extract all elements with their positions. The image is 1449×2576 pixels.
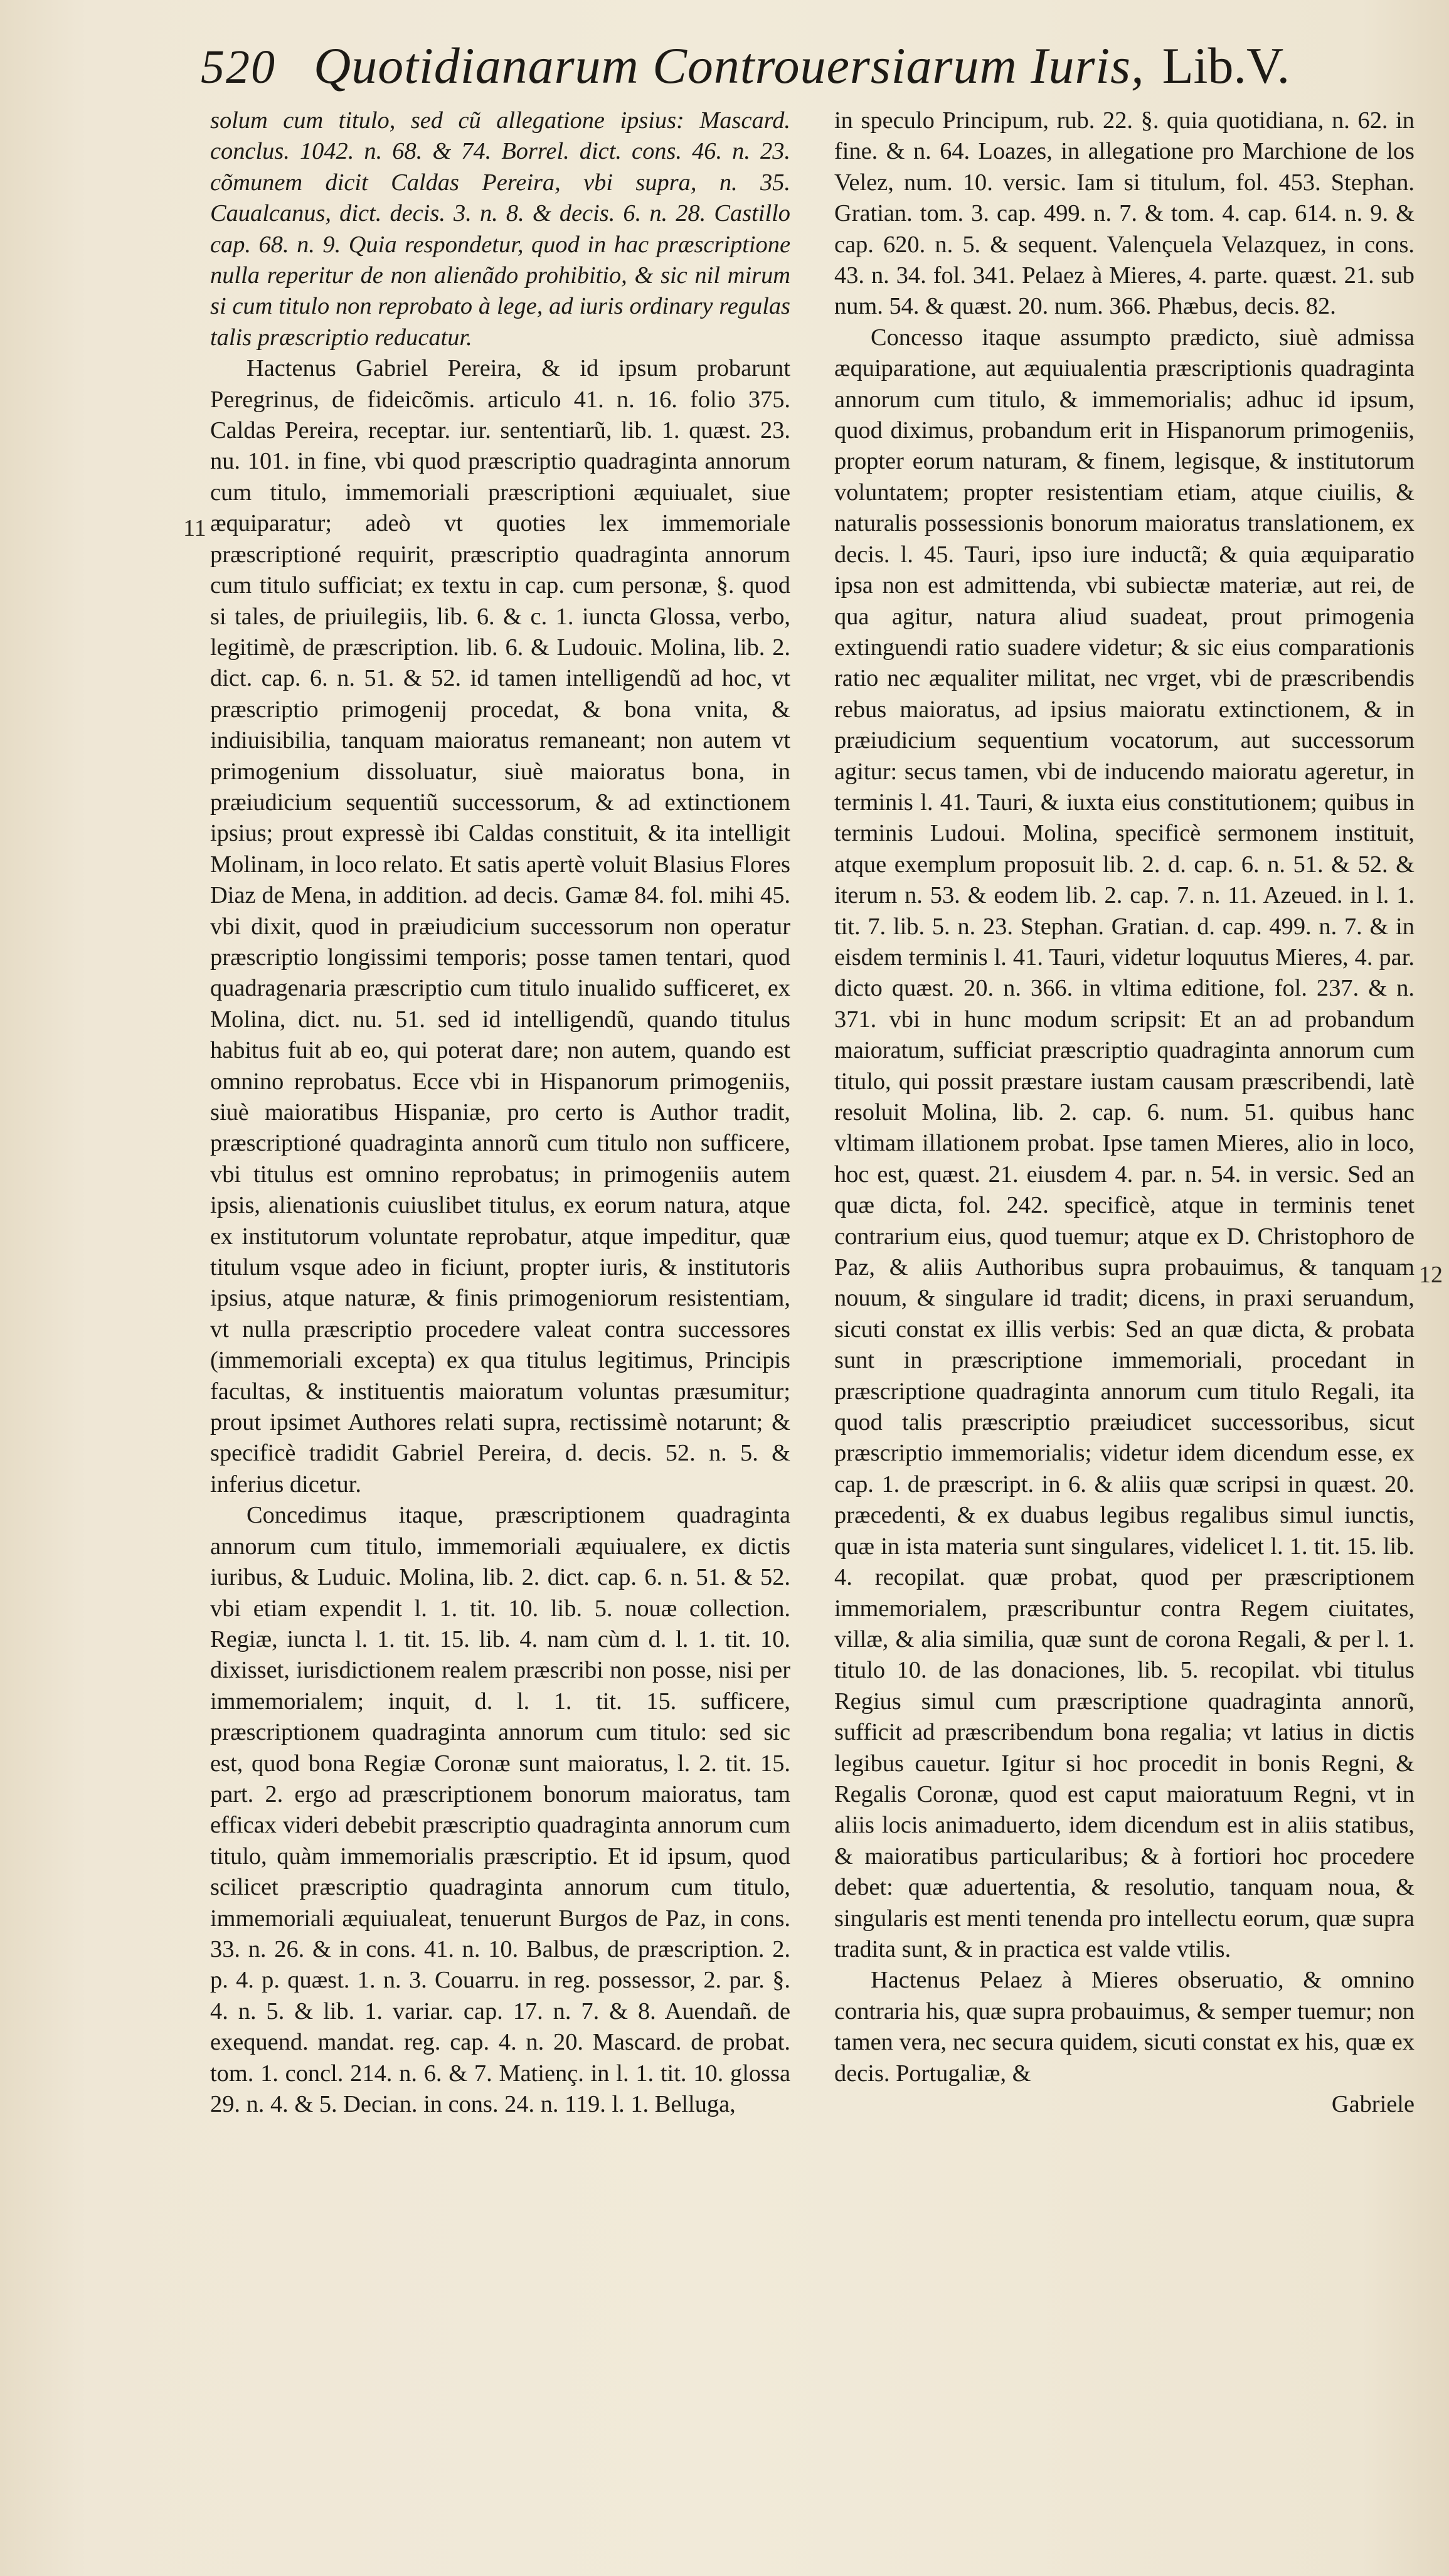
left-margin-number: 11 bbox=[183, 515, 206, 541]
right-paragraph-3: Hactenus Pelaez à Mieres obseruatio, & omnino contraria his, quæ supra probauimus, & semper tuemur; non tamen vera, nec secura quidem, sicuti constat ex his, quæ ex decis. Portugaliæ, & bbox=[834, 1967, 1414, 2087]
right-margin-number: 12 bbox=[1419, 1262, 1443, 1288]
left-paragraph-3: Concedimus itaque, præscriptionem quadraginta annorum cum titulo, immemoriali æquiualere, ex dictis iuribus, & Luduic. Molina, lib. 2. dict. cap. 6. n. 51. & 52. vbi etiam expendit l. 1. tit. 10. lib. 5. nouæ collection. Regiæ, iuncta l. 1. tit. 15. lib. 4. nam cùm d. l. 1. tit. 10. dixisset, iurisdictionem realem præscribi non posse, nisi per immemorialem; inquit, d. l. 1. tit. 15. sufficere, præscriptionem quadraginta annorum cum titulo: sed sic est, quod bona Regiæ Coronæ sunt maioratus, l. 2. tit. 15. part. 2. ergo ad præscriptionem bonorum maioratus, tam efficax videri debebit præscriptio quadraginta annorum cum titulo, quàm immemorialis præscriptio. Et id ipsum, quod scilicet præscriptio quadraginta annorum cum titulo, immemoriali æquiualeat, tenuerunt Burgos de Paz, in cons. 33. n. 26. & in cons. 41. n. 10. Balbus, de præscription. 2. p. 4. p. quæst. 1. n. 3. Couarru. in reg. possessor, 2. par. §. 4. n. 5. & lib. 1. variar. cap. 17. n. 7. & 8. Auendañ. de exequend. mandat. reg. cap. 4. n. 20. Mascard. de probat. tom. 1. concl. 214. n. 6. & 7. Matienç. in l. 1. tit. 10. glossa 29. n. 4. & 5. Decian. in cons. 24. n. 119. l. 1. Belluga, bbox=[210, 1502, 790, 2117]
page-number: 520 bbox=[201, 41, 276, 93]
running-title: Quotidianarum Controuersiarum Iuris, bbox=[314, 37, 1145, 94]
left-paragraph-1: solum cum titulo, sed cũ allegatione ipsius: Mascard. conclus. 1042. n. 68. & 74. Borrel. dict. cons. 46. n. 23. cõmunem dicit Caldas Pereira, vbi supra, n. 35. Caualcanus, dict. decis. 3. n. 8. & decis. 6. n. 28. Castillo cap. 68. n. 9. Quia respondetur, quod in hac præscriptione nulla reperitur de non alienãdo prohibitio, & sic nil mirum si cum titulo non reprobato à lege, ad iuris ordinary regulas talis præscriptio reducatur. bbox=[210, 107, 790, 351]
catchword: Gabriele bbox=[1331, 2091, 1414, 2117]
right-column bbox=[834, 105, 1414, 2540]
left-column bbox=[210, 105, 790, 2540]
text-columns bbox=[210, 105, 1414, 2540]
right-paragraph-2: Concesso itaque assumpto prædicto, siuè admissa æquiparatione, aut æquiualentia præscriptionis quadraginta annorum cum titulo, & immemorialis; adhuc id ipsum, quod diximus, probandum erit in Hispanorum primogeniis, propter eorum naturam, & finem, legisque, & institutorum voluntatem; propter resistentiam etiam, atque ciuilis, & naturalis possessionis bonorum maioratus translationem, ex decis. l. 45. Tauri, ipso iure inductã; & quia æquiparatio ipsa non est admittenda, vbi subiectæ materiæ, aut rei, de qua agitur, natura aliud suadeat, prout primogenia extinguendi ratio suadere videtur; & sic eius comparationis ratio nec æqualiter militat, nec vrget, vbi de præscribendis rebus maioratus, ad ipsius maioratu extinctionem, & in præiudicium sequentium vocatorum, aut successorum agitur: secus tamen, vbi de inducendo maioratu ageretur, in terminis l. 41. Tauri, & iuxta eius constitutionem; quibus in terminis Ludoui. Molina, specificè sermonem instituit, atque exemplum proposuit lib. 2. d. cap. 6. n. 51. & 52. & iterum n. 53. & eodem lib. 2. cap. 7. n. 11. Azeued. in l. 1. tit. 7. lib. 5. n. 23. Stephan. Gratian. d. cap. 499. n. 7. & in eisdem terminis l. 41. Tauri, videtur loquutus Mieres, 4. par. dicto quæst. 20. n. 366. in vltima editione, fol. 237. & n. 371. vbi in hunc modum scripsit: Et an ad probandum maioratum, sufficiat præscriptio quadraginta annorum cum titulo, qui possit præstare iustam causam præscribendi, latè resoluit Molina, lib. 2. cap. 6. num. 51. quibus hanc vltimam illationem probat. Ipse tamen Mieres, alio in loco, hoc est, quæst. 21. eiusdem 4. par. n. 54. in versic. Sed an quæ dicta, fol. 242. specificè, atque in terminis tenet contrarium eius, quod tuemur; atque ex D. Christophoro de Paz, & aliis Authoribus supra probauimus, & tanquam nouum, & singulare id tradit; dicens, in praxi seruandum, sicuti constat ex illis verbis: Sed an quæ dicta, & probata sunt in præscriptione immemoriali, procedant in præscriptione quadraginta annorum cum titulo Regali, ita quod talis præscriptio præiudicet successoribus, sicut præscriptio immemorialis; videtur idem dicendum esse, ex cap. 1. de præscript. in 6. & aliis quæ scripsi in quæst. 20. præcedenti, & ex duabus legibus regalibus simul iunctis, quæ in ista materia sunt singulares, videlicet l. 1. tit. 15. lib. 4. recopilat. quæ probat, quod per præscriptionem immemorialem, præscribuntur contra Regem ciuitates, villæ, & alia similia, quæ sunt de corona Regali, & per l. 1. titulo 10. de las donaciones, lib. 5. recopilat. vbi titulus Regius simul cum præscriptione quadraginta annorũ, sufficit ad præscribendum bona regalia; vt latius in dictis legibus cauetur. Igitur si hoc procedit in bonis Regni, & Regalis Coronæ, quod est caput maioratuum Regni, vt in aliis locis animaduerto, idem dicendum est in aliis statibus, & maioratibus particularibus; & à fortiori hoc procedere debet: quæ aduertentia, & resolutio, tanquam noua, & singularis est menti tenenda pro intellectu eorum, quæ supra tradita sunt, & in practica est valde vtilis. bbox=[834, 324, 1414, 1962]
book-number: Lib.V. bbox=[1162, 37, 1290, 94]
left-paragraph-2: Hactenus Gabriel Pereira, & id ipsum probarunt Peregrinus, de fideicõmis. articulo 41. n. 16. folio 375. Caldas Pereira, receptar. iur. sententiarũ, lib. 1. quæst. 23. nu. 101. in fine, vbi quod præscriptio quadraginta annorum cum titulo, immemoriali præscriptioni æquiualet, siue æquiparatur; adeò vt quoties lex immemoriale præscriptioné requirit, præscriptio quadraginta annorum cum titulo sufficiat; ex textu in cap. cum personæ, §. quod si tales, de priuilegiis, lib. 6. & c. 1. iuncta Glossa, verbo, legitimè, de præscription. lib. 6. & Ludouic. Molina, lib. 2. dict. cap. 6. n. 51. & 52. id tamen intelligendũ ad hoc, vt præscriptio primogenij procedat, & bona vnita, & indiuisibilia, tanquam maioratus remaneant; non autem vt primogenium dissoluatur, siuè maioratus bona, in præiudicium sequentiũ successorum, & ad extinctionem ipsius; prout expressè ibi Caldas constituit, & ita intelligit Molinam, in loco relato. Et satis apertè voluit Blasius Flores Diaz de Mena, in addition. ad decis. Gamæ 84. fol. mihi 45. vbi dixit, quod in præiudicium successorum non operatur præscriptio longissimi temporis; posse tamen tentari, quod quadragenaria præscriptio cum titulo inualido sufficeret, ex Molina, dict. nu. 51. sed id intelligendũ, quando titulus habitus fuit ab eo, qui poterat dare; non autem, quando est omnino reprobatus. Ecce vbi in Hispanorum primogeniis, siuè maioratibus Hispaniæ, pro certo is Author tradit, præscriptioné quadraginta annorũ cum titulo non sufficere, vbi titulus est omnino reprobatus; in primogeniis autem ipsis, alienationis cuiuslibet titulus, ex eorum natura, atque ex institutorum voluntate reprobatur, atque impeditur, quæ titulum vsque adeo in ficiunt, propter iuris, & institutoris ipsius, atque naturæ, & finis primogeniorum resistentiam, vt nulla præscriptio procedere valeat contra successores (immemoriali excepta) ex qua titulus legitimus, Principis facultas, & instituentis maioratum voluntas præsumitur; prout ipsimet Authores relati supra, rectissimè notarunt; & specificè tradidit Gabriel Pereira, d. decis. 52. n. 5. & inferius dicetur. bbox=[210, 355, 790, 1498]
running-header bbox=[201, 36, 1393, 105]
right-paragraph-1: in speculo Principum, rub. 22. §. quia quotidiana, n. 62. in fine. & n. 64. Loazes, in allegatione pro Marchione de los Velez, num. 10. versic. Iam si titulum, fol. 453. Stephan. Gratian. tom. 3. cap. 499. n. 7. & tom. 4. cap. 614. n. 9. & cap. 620. n. 5. & sequent. Valençuela Velazquez, in cons. 43. n. 34. fol. 341. Pelaez à Mieres, 4. parte. quæst. 21. sub num. 54. & quæst. 20. num. 366. Phæbus, decis. 82. bbox=[834, 107, 1414, 320]
